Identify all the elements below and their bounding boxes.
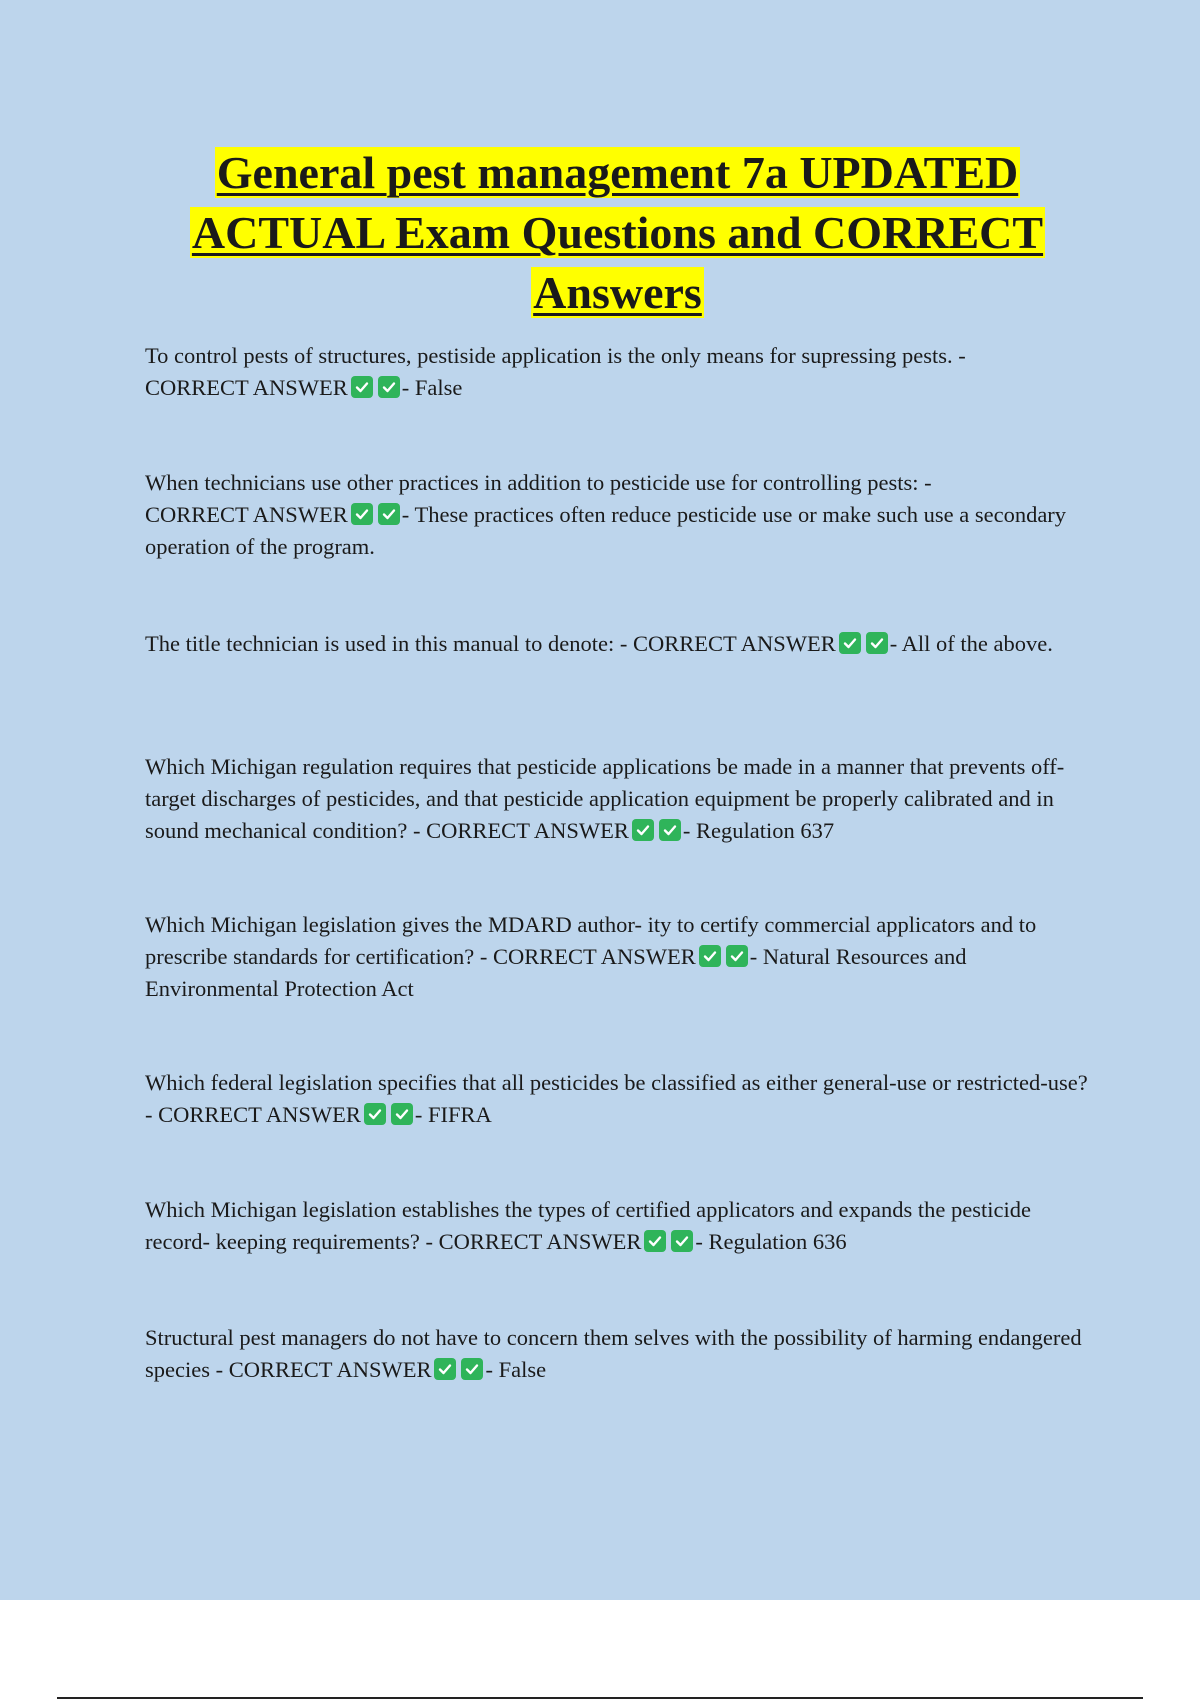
answer-label: CORRECT ANSWER [228, 1357, 432, 1382]
qa-item [145, 751, 1090, 847]
qa-item [145, 1194, 1090, 1258]
question-text: Which Michigan legislation establishes the types of certified applicators and expands the pesticide record- keeping requirements? - [145, 1197, 1031, 1254]
answer-text: - Regulation 637 [682, 818, 835, 843]
qa-item [145, 467, 1090, 563]
check-mark-icon [671, 1230, 693, 1252]
check-mark-icon [644, 1230, 666, 1252]
check-mark-icon [726, 945, 748, 967]
check-mark-icon [378, 503, 400, 525]
check-mark-icon [378, 376, 400, 398]
answer-text: - FIFRA [414, 1102, 492, 1127]
answer-label: CORRECT ANSWER [492, 944, 696, 969]
qa-item [145, 1322, 1090, 1386]
answer-label: CORRECT ANSWER [145, 502, 348, 527]
check-mark-icon [659, 819, 681, 841]
check-mark-icon [866, 632, 888, 654]
question-text: When technicians use other practices in addition to pesticide use for controlling pests: - [145, 470, 932, 495]
answer-text: - Regulation 636 [695, 1229, 847, 1254]
answer-label: CORRECT ANSWER [145, 375, 348, 400]
answer-label: CORRECT ANSWER [438, 1229, 642, 1254]
qa-item [145, 1067, 1090, 1131]
answer-label: CORRECT ANSWER [633, 631, 836, 656]
qa-item [145, 340, 1090, 404]
check-mark-icon [461, 1358, 483, 1380]
check-mark-icon [364, 1103, 386, 1125]
answer-text: - False [401, 375, 463, 400]
check-mark-icon [839, 632, 861, 654]
check-mark-icon [699, 945, 721, 967]
question-text: Which Michigan regulation requires that pesticide applications be made in a manner that prevents off- target discharges of pesticides, and that pesticide application equipment be properly calibrated and in sound mechanical condition? - [145, 754, 1065, 843]
document-title-text: General pest management 7a UPDATED ACTUAL Exam Questions and CORRECT Answers [191, 147, 1044, 318]
question-text: Which Michigan legislation gives the MDARD author- ity to certify commercial applicators and to prescribe standards for certification? - [145, 912, 1037, 969]
check-mark-icon [351, 376, 373, 398]
check-mark-icon [434, 1358, 456, 1380]
qa-item [145, 628, 1090, 660]
question-text: Which federal legislation specifies that all pesticides be classified as either general-use or restricted-use? - [145, 1070, 1088, 1127]
answer-label: CORRECT ANSWER [426, 818, 629, 843]
document-title [150, 143, 1085, 323]
question-text: Structural pest managers do not have to concern them selves with the possibility of harming endangered species - [145, 1325, 1082, 1382]
page-divider [57, 1697, 1143, 1699]
answer-text: - False [485, 1357, 547, 1382]
question-text: The title technician is used in this manual to denote: - [145, 631, 628, 656]
check-mark-icon [632, 819, 654, 841]
qa-item [145, 909, 1090, 1005]
check-mark-icon [351, 503, 373, 525]
answer-label: CORRECT ANSWER [158, 1102, 361, 1127]
answer-text: - These practices often reduce pesticide use or make such use a secondary operation of the program. [145, 502, 1067, 559]
check-mark-icon [391, 1103, 413, 1125]
answer-text: - All of the above. [889, 631, 1053, 656]
question-text: To control pests of structures, pestiside application is the only means for supressing pests. - [145, 343, 966, 368]
answer-text: - Natural Resources and Environmental Protection Act [145, 944, 967, 1001]
